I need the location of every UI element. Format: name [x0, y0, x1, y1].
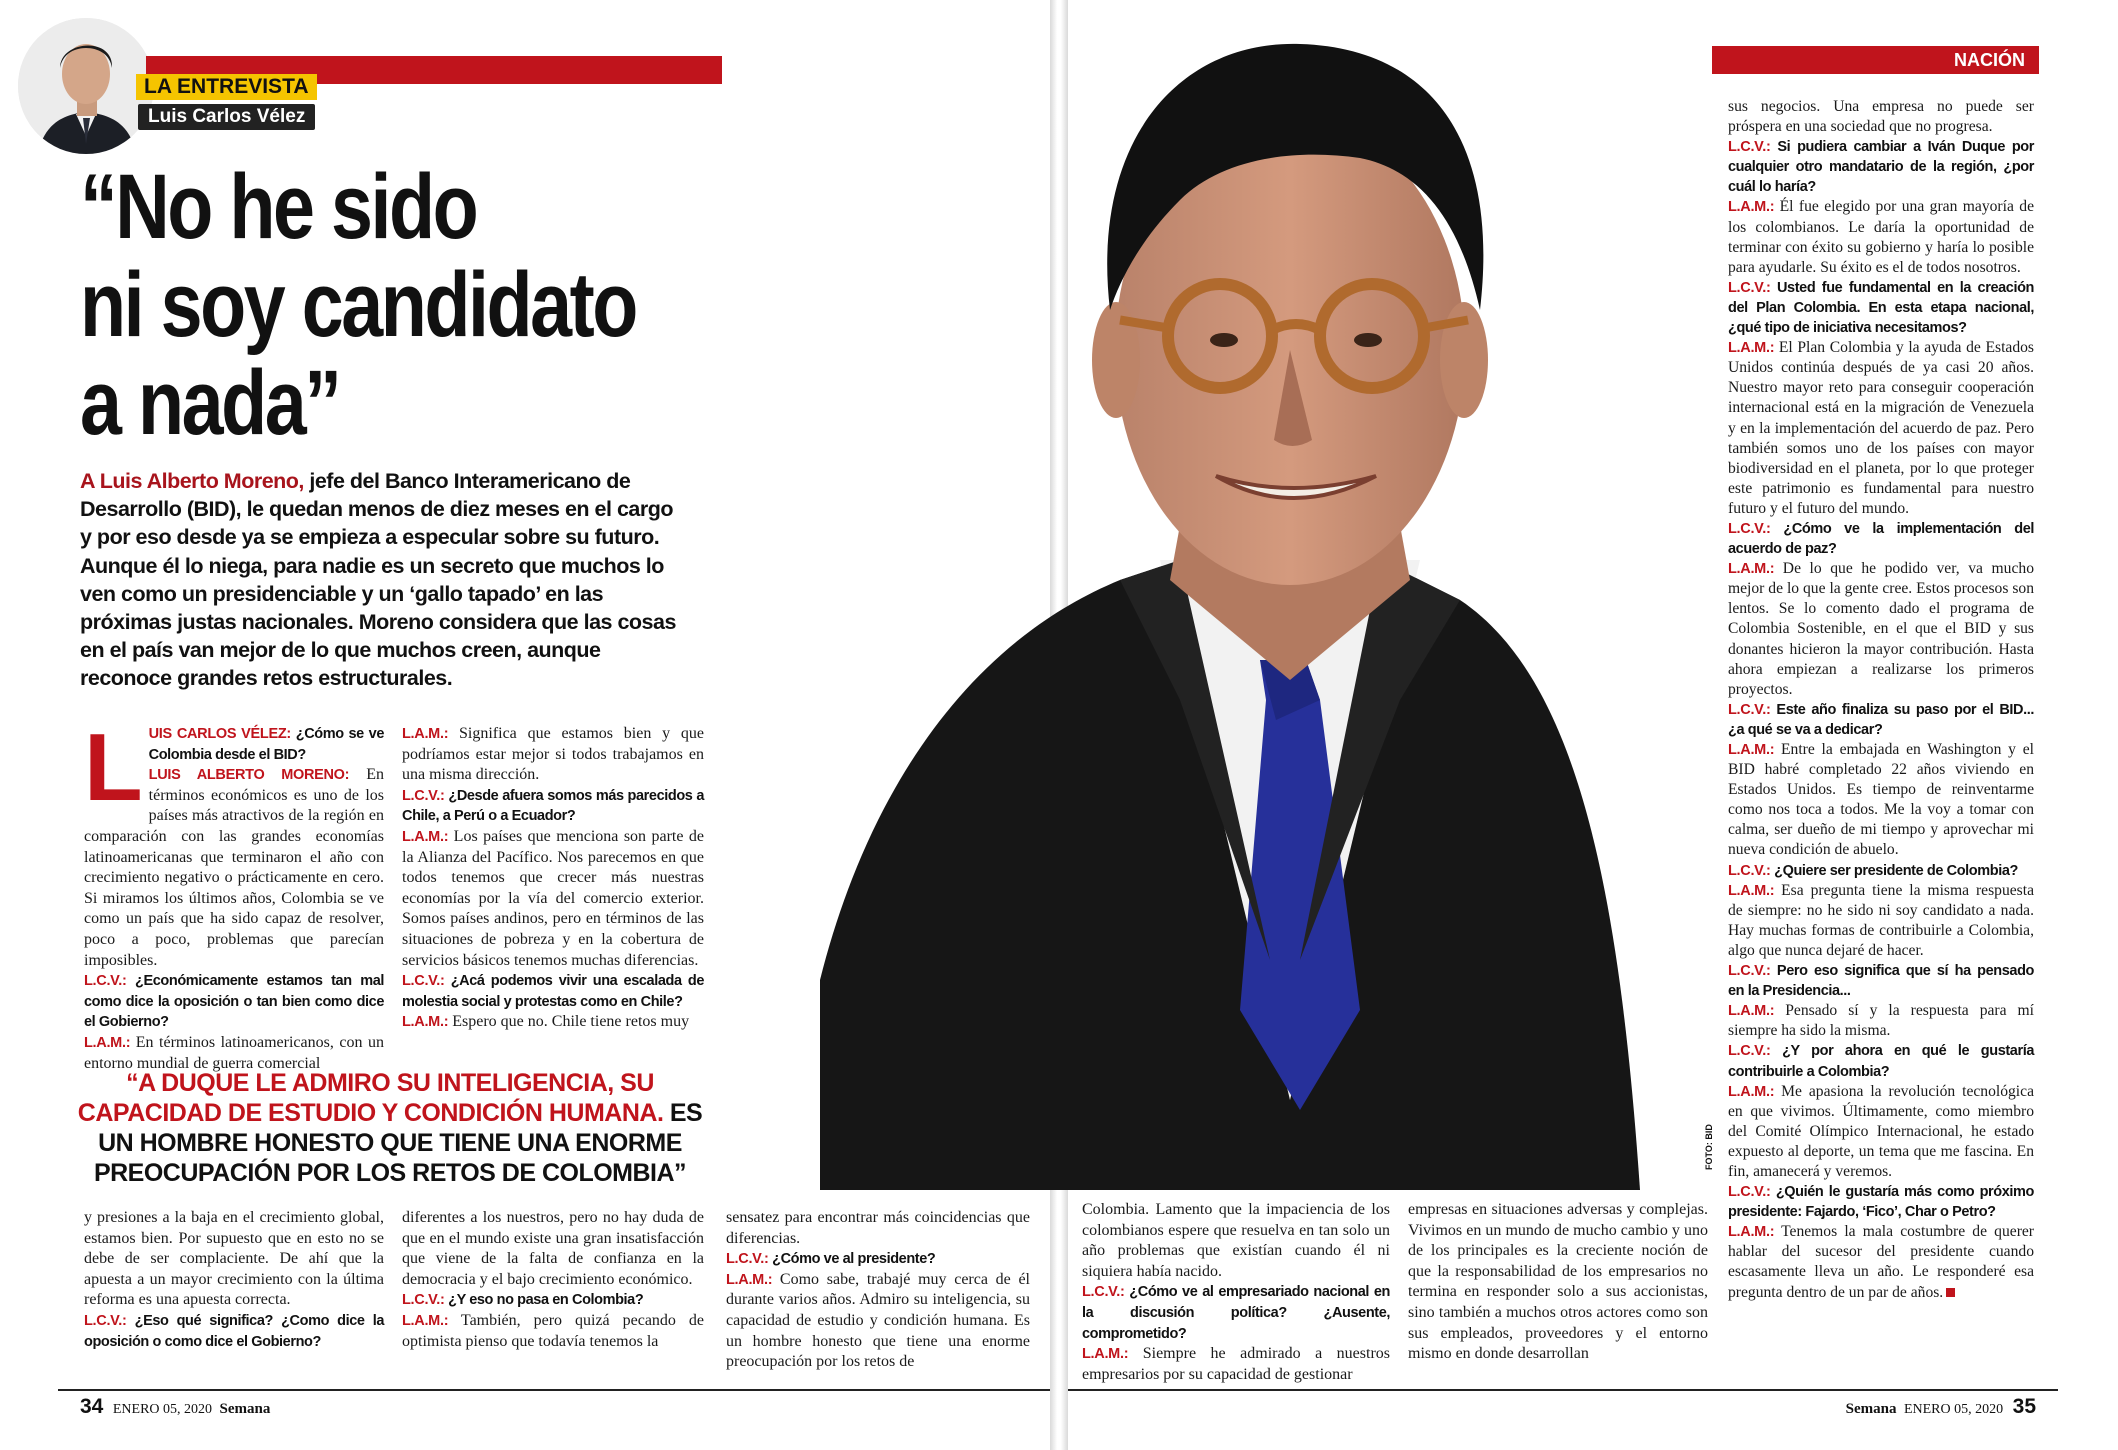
page-number: 34 — [80, 1395, 104, 1418]
left-col-2 — [402, 724, 704, 1033]
paragraph: L.C.V.: ¿Y por ahora en qué le gustaría contribuirle a Colombia? — [1728, 1043, 2034, 1080]
pull-quote-black: ES UN HOMBRE HONESTO QUE TIENE UNA ENORME PREOCUPACIÓN POR LOS RETOS DE COLOMBIA” — [93, 1099, 703, 1187]
paragraph: Colombia. Lamento que la impaciencia de los colombianos espere que resuelva en tan solo un año problemas que existían cuando él ni siquiera había nacido. — [1082, 1201, 1390, 1280]
portrait-illustration-icon — [18, 18, 154, 154]
paragraph: sensatez para encontrar más coincidencias que diferencias. — [726, 1209, 1030, 1247]
pull-quote — [70, 1068, 710, 1188]
paragraph: L.A.M.: Tenemos la mala costumbre de querer hablar del sucesor del presidente cuando escasamente lleva un año. Le responderé esa pregunta dentro de un par de años. — [1728, 1223, 2034, 1301]
folio-left — [80, 1395, 270, 1419]
issue-date: ENERO 05, 2020 — [1903, 1402, 2004, 1417]
folio-right — [1846, 1395, 2036, 1419]
paragraph: L.A.M.: Espero que no. Chile tiene retos muy — [402, 1013, 690, 1031]
section-tag — [136, 74, 317, 100]
headline-line-1: “No he sido — [80, 156, 477, 258]
interviewer-tag — [138, 104, 315, 130]
pull-quote-red: “A DUQUE LE ADMIRO SU INTELIGENCIA, SU CAPACIDAD DE ESTUDIO Y CONDICIÓN HUMANA. — [77, 1069, 664, 1127]
paragraph: L.C.V.: Este año finaliza su paso por el BID... ¿a qué se va a dedicar? — [1728, 701, 2034, 738]
paragraph: LUIS ALBERTO MORENO: En términos económicos es uno de los países más atractivos de la región en comparación con las grandes economías latinoamericanas que terminaron el año con crecimiento negativo o prácticamente en cero. Si miramos los últimos años, Colombia se ve como un país que ha sido capaz de resolver, poco a poco, problemas que parecían imposibles. — [84, 766, 384, 969]
paragraph: L.C.V.: ¿Económicamente estamos tan mal como dice la oposición o tan bien como dice el Gobierno? — [84, 973, 384, 1031]
magazine-name: Semana — [219, 1401, 271, 1417]
paragraph: L.A.M.: También, pero quizá pecando de optimista pienso que todavía tenemos la — [402, 1311, 704, 1350]
section-tag-label: LA ENTREVISTA — [144, 75, 309, 98]
right-col-main — [1728, 97, 2034, 1303]
paragraph: L.C.V.: ¿Cómo ve al empresariado nacional en la discusión política? ¿Ausente, comprometido? — [1082, 1284, 1390, 1342]
interviewer-avatar — [18, 18, 154, 154]
paragraph: L.C.V.: ¿Quiere ser presidente de Colombia? — [1728, 862, 2018, 879]
right-col-b2 — [1408, 1200, 1708, 1365]
paragraph: L.A.M.: De lo que he podido ver, va mucho mejor de lo que la gente cree. Estos procesos son lentos. Se lo comento dado el programa de Colombia Sostenible, en el que el BID y sus donantes hicieron la mayor contribución. Hasta ahora empiezan a realizarse los primeros proyectos. — [1728, 560, 2034, 698]
paragraph: L.C.V.: ¿Desde afuera somos más parecidos a Chile, a Perú o a Ecuador? — [402, 787, 704, 825]
paragraph: empresas en situaciones adversas y complejas. Vivimos en un mundo de mucho cambio y uno de los principales es la creciente noción de que la responsabilidad de los empresarios no termina en responder solo a sus accionistas, sino también a muchos otros actores como son sus empleados, proveedores y el entorno mismo en donde desarrollan — [1408, 1201, 1708, 1363]
paragraph: L.A.M.: Él fue elegido por una gran mayoría de los colombianos. Le daría la oportunidad de terminar con éxito su gobierno y haría lo posible para ayudarle. Su éxito es el de todos nosotros. — [1728, 198, 2034, 276]
paragraph: sus negocios. Una empresa no puede ser próspera en una sociedad que no progresa. — [1728, 98, 2034, 136]
left-col-4 — [402, 1208, 704, 1352]
left-col-1 — [84, 714, 384, 1074]
magazine-name: Semana — [1845, 1401, 1897, 1417]
lede — [80, 467, 680, 693]
paragraph: L.A.M.: Significa que estamos bien y que podríamos estar mejor si todos trabajamos en una misma dirección. — [402, 725, 704, 784]
right-page — [1068, 0, 2118, 1450]
paragraph: L.A.M.: Pensado sí y la respuesta para mí siempre ha sido la misma. — [1728, 1002, 2034, 1040]
portrait-photo-icon — [820, 0, 1640, 1190]
right-col-b1 — [1082, 1200, 1390, 1385]
paragraph: L.C.V.: ¿Cómo ve al presidente? — [726, 1251, 936, 1268]
headline — [80, 158, 636, 452]
headline-line-3: a nada” — [80, 352, 340, 454]
paragraph: L.A.M.: Los países que menciona son parte de la Alianza del Pacífico. Nos parecemos en que todos tenemos que crecer más nuestras economías por la vía del comercio exterior. Somos países andinos, pero en términos de las situaciones de pobreza y en la cobertura de servicios básicos tenemos muchas diferencias. — [402, 827, 704, 969]
paragraph: L.C.V.: ¿Eso qué significa? ¿Como dice la oposición o como dice el Gobierno? — [84, 1312, 384, 1350]
paragraph: L.C.V.: Si pudiera cambiar a Iván Duque por cualquier otro mandatario de la región, ¿por cuál lo haría? — [1728, 139, 2034, 196]
headline-line-2: ni soy candidato — [80, 254, 636, 356]
paragraph: L.A.M.: En términos latinoamericanos, con un entorno mundial de guerra comercial — [84, 1033, 384, 1072]
photo-credit: FOTO: BID — [1704, 1124, 1714, 1170]
left-col-5 — [726, 1208, 1030, 1373]
lede-name: A Luis Alberto Moreno, — [80, 469, 304, 493]
paragraph: L.C.V.: ¿Quién le gustaría más como próximo presidente: Fajardo, ‘Fico’, Char o Petro? — [1728, 1184, 2034, 1221]
section-banner — [1712, 46, 2039, 74]
paragraph: L.A.M.: Como sabe, trabajé muy cerca de él durante varios años. Admiro su inteligencia, su capacidad de estudio y condición humana. Es un hombre honesto que tiene una enorme preocupación por los retos de — [726, 1270, 1030, 1371]
lede-text: jefe del Banco Interamericano de Desarrollo (BID), le quedan menos de diez meses en el cargo y por eso desde ya se empieza a especular sobre su futuro. Aunque él lo niega, para nadie es un secreto que muchos lo ven como un presidenciable y un ‘gallo tapado’ en las próximas justas nacionales. Moreno considera que las cosas en el país van mejor de lo que muchos creen, aunque reconoce grandes retos estructurales. — [80, 469, 676, 691]
paragraph: L.A.M.: El Plan Colombia y la ayuda de Estados Unidos continúa después de ya casi 20 años. Nuestro mayor reto para conseguir cooperación internacional está en la migración de Venezuela y en la implementación del acuerdo de paz. Pero también somos uno de los países con mayor biodiversidad en el planeta, por lo que proteger este patrimonio es fundamental para nuestro futuro y el futuro del mundo. — [1728, 339, 2034, 517]
footer-rule — [58, 1389, 1050, 1391]
section-label: NACIÓN — [1954, 50, 2025, 70]
paragraph: L.A.M.: Entre la embajada en Washington y el BID habré completado 22 años viviendo en Estados Unidos. Es tiempo de reinventarme como nos toca a todos. Me la voy a tomar con calma, ser dueño de mi tiempo y aprovechar mi nueva condición de abuelo. — [1728, 741, 2034, 859]
paragraph: y presiones a la baja en el crecimiento global, estamos bien. Por supuesto que en esto no se debe de ser complaciente. De ahí que la apuesta a un mayor crecimiento con la última reforma es una apuesta correcta. — [84, 1209, 384, 1309]
footer-rule — [1068, 1389, 2058, 1391]
dropcap: L — [84, 714, 143, 821]
paragraph: UIS CARLOS VÉLEZ: ¿Cómo se ve Colombia desde el BID? — [148, 726, 384, 763]
paragraph: L.A.M.: Siempre he admirado a nuestros empresarios por su capacidad de gestionar — [1082, 1345, 1390, 1383]
paragraph: L.C.V.: ¿Acá podemos vivir una escalada de molestia social y protestas como en Chile? — [402, 973, 704, 1010]
paragraph: L.C.V.: ¿Y eso no pasa en Colombia? — [402, 1292, 644, 1309]
paragraph: L.C.V.: Pero eso significa que sí ha pensado en la Presidencia... — [1728, 963, 2034, 1000]
paragraph: diferentes a los nuestros, pero no hay duda de que en el mundo existe una gran insatisfacción que viene de la falta de confianza en la democracia y el bajo crecimiento económico. — [402, 1209, 704, 1288]
paragraph: L.A.M.: Me apasiona la revolución tecnológica en que vivimos. Últimamente, como miembro del Comité Olímpico Internacional, he estado expuesto al deporte, un tema que me fascina. En fin, amanecerá y veremos. — [1728, 1082, 2034, 1180]
left-col-3 — [84, 1208, 384, 1352]
issue-date: ENERO 05, 2020 — [112, 1402, 213, 1417]
paragraph: L.C.V.: Usted fue fundamental en la creación del Plan Colombia. En esta etapa nacional, ¿qué tipo de iniciativa necesitamos? — [1728, 279, 2034, 337]
interviewer-name: Luis Carlos Vélez — [148, 106, 306, 127]
paragraph: L.C.V.: ¿Cómo ve la implementación del acuerdo de paz? — [1728, 520, 2034, 558]
paragraph: L.A.M.: Esa pregunta tiene la misma respuesta de siempre: no he sido ni soy candidato a nada. Hay muchas formas de contribuirle a Colombia, algo que nunca dejaré de hacer. — [1728, 881, 2034, 959]
end-mark-icon — [1946, 1288, 1955, 1297]
page-number: 35 — [2012, 1395, 2036, 1418]
